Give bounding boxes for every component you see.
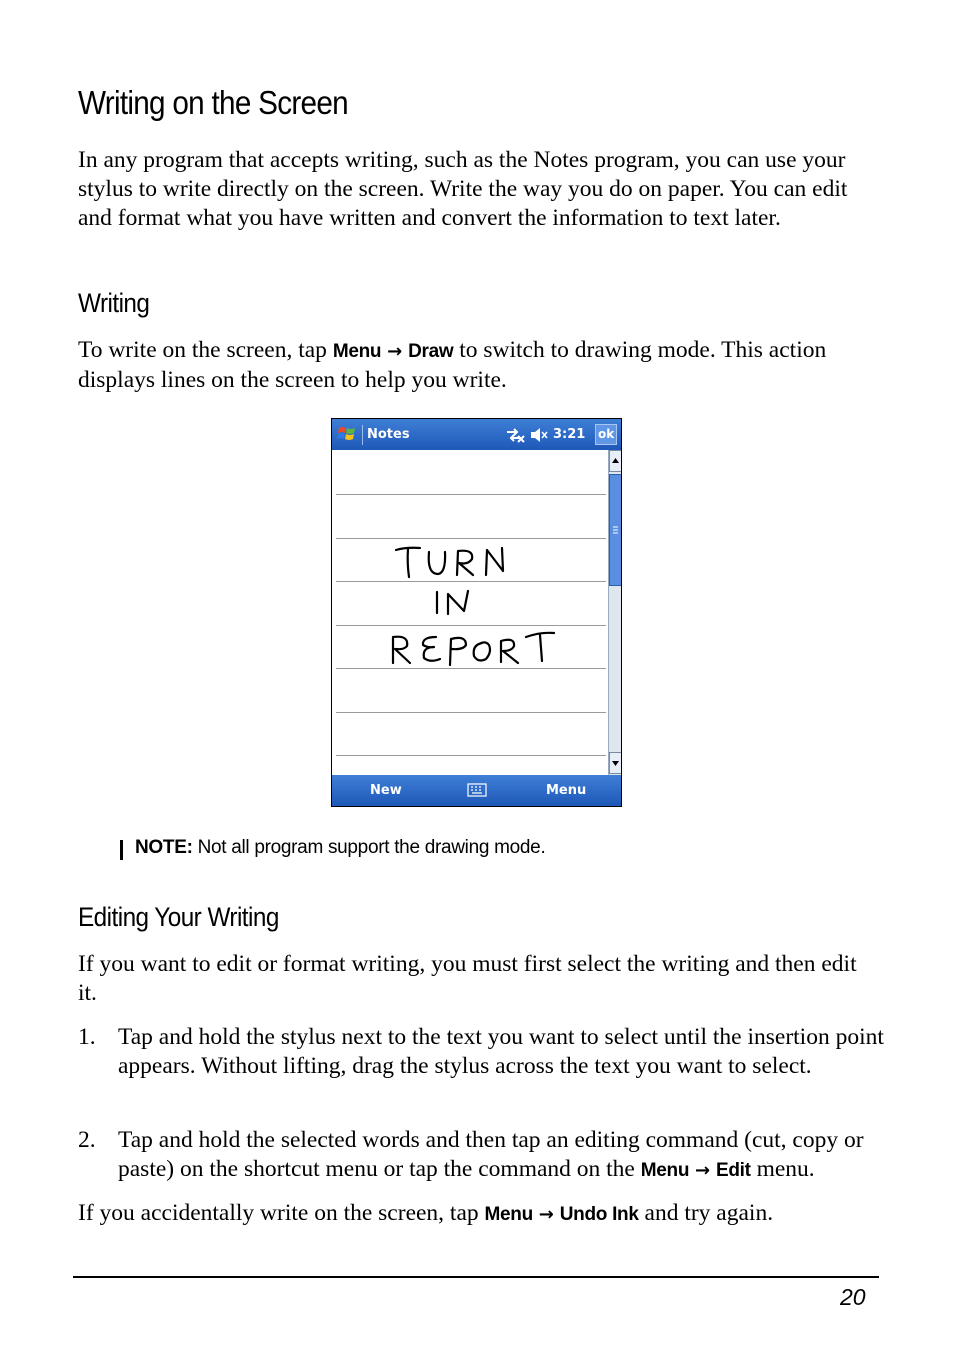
keyboard-icon[interactable] — [467, 782, 487, 798]
footer-rule — [73, 1276, 879, 1278]
step-number: 1. — [78, 1024, 96, 1050]
list-item — [0, 1126, 954, 1188]
title-bar — [332, 419, 621, 450]
step-text-after: menu. — [750, 1156, 815, 1182]
scroll-down-button[interactable] — [609, 752, 622, 774]
closing-paragraph — [78, 1199, 898, 1229]
note — [135, 837, 545, 859]
editing-heading: Editing Your Writing — [78, 902, 279, 932]
new-softkey[interactable]: New — [370, 783, 402, 798]
writing-paragraph — [78, 336, 878, 395]
intro-paragraph: In any program that accepts writing, such as the Notes program, you can use your stylus to write directly on the screen. Write the way you do on paper. You can edit and format what you have written and convert the information to text later. — [78, 147, 848, 231]
arrow-icon: → — [538, 1204, 554, 1225]
writing-text-after: to switch to drawing mode. This action displays lines on the screen to help you write. — [78, 337, 827, 393]
closing-text-before: If you accidentally write on the screen, tap — [78, 1200, 485, 1226]
arrow-icon: → — [387, 341, 403, 362]
ok-label: ok — [598, 427, 615, 441]
speaker-icon[interactable] — [529, 426, 549, 444]
app-title: Notes — [367, 427, 410, 442]
menu-softkey[interactable]: Menu — [546, 783, 587, 798]
menu-command: Menu — [640, 1160, 690, 1181]
page-title: Writing on the Screen — [78, 84, 348, 121]
closing-text-after: and try again. — [638, 1200, 774, 1226]
connectivity-icon[interactable] — [505, 426, 525, 444]
step-text — [118, 1126, 888, 1185]
writing-heading: Writing — [78, 288, 150, 318]
chevron-up-icon — [610, 451, 621, 471]
ruled-line — [336, 755, 606, 756]
soft-key-bar — [332, 775, 621, 806]
note-bar — [120, 840, 123, 860]
undo-ink-command: Undo Ink — [559, 1204, 639, 1225]
windows-logo-icon — [337, 424, 357, 444]
scroll-up-button[interactable] — [609, 450, 622, 472]
editing-intro: If you want to edit or format writing, you must first select the writing and then edit it. — [78, 951, 857, 1006]
list-item — [0, 1023, 954, 1113]
note-text: Not all program support the drawing mode. — [192, 837, 546, 858]
step-text: Tap and hold the stylus next to the text you want to select until the insertion point appears. Without lifting, drag the stylus across the text you want to select. — [118, 1024, 884, 1079]
notes-screenshot — [331, 418, 622, 807]
ruled-line — [336, 494, 606, 495]
draw-command: Draw — [408, 341, 454, 362]
vertical-scrollbar[interactable] — [608, 450, 622, 775]
edit-command: Edit — [716, 1160, 751, 1181]
menu-command: Menu — [332, 341, 382, 362]
handwriting-drawing — [382, 537, 592, 677]
menu-command: Menu — [484, 1204, 533, 1225]
arrow-icon: → — [695, 1160, 711, 1181]
scroll-thumb[interactable] — [609, 474, 622, 586]
ruled-line — [336, 712, 606, 713]
grip-icon — [610, 475, 621, 585]
note-label: NOTE: — [135, 837, 193, 858]
writing-text-before: To write on the screen, tap — [78, 337, 333, 363]
page-number: 20 — [840, 1284, 866, 1310]
clock[interactable]: 3:21 — [553, 427, 586, 442]
chevron-down-icon — [610, 753, 621, 773]
ok-button[interactable] — [595, 424, 617, 445]
step-text-before: Tap and hold the selected words and then tap an editing command (cut, copy or paste) on the shortcut menu or tap the command on the — [118, 1127, 864, 1182]
step-number: 2. — [78, 1127, 96, 1153]
